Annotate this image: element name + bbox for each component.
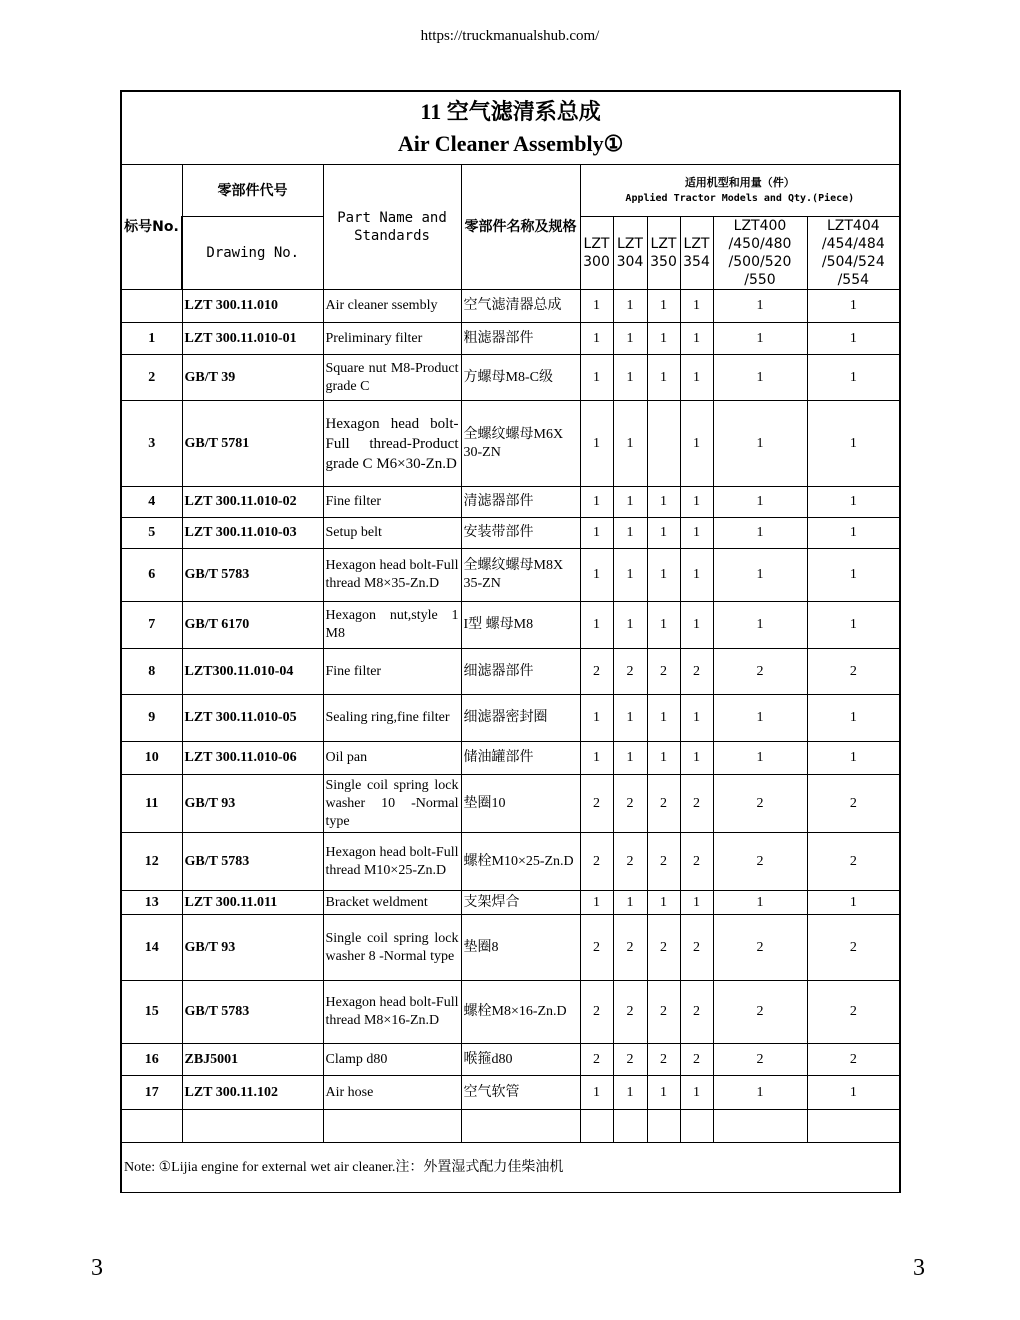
row-qty: 1 [680,891,713,915]
row-qty: 1 [680,401,713,487]
row-qty: 2 [807,915,900,981]
row-qty: 2 [580,915,613,981]
row-no: 16 [121,1044,182,1076]
row-drawing-no: GB/T 5781 [182,401,323,487]
table-row [121,549,900,602]
row-qty: 2 [807,649,900,695]
row-name-en: Air cleaner ssembly [323,290,461,323]
table-row [121,891,900,915]
row-name-en: Preliminary filter [323,323,461,355]
row-no: 13 [121,891,182,915]
row-name-cn [461,1110,580,1143]
row-qty: 2 [647,1044,680,1076]
row-qty [680,1110,713,1143]
row-qty: 1 [580,290,613,323]
row-qty: 2 [647,981,680,1044]
row-drawing-no: LZT300.11.010-04 [182,649,323,695]
row-drawing-no [182,1110,323,1143]
row-qty: 1 [647,323,680,355]
col-header-no: 标号No. [121,165,182,290]
applied-en: Applied Tractor Models and Qty.(Piece) [625,192,855,204]
row-name-en: Sealing ring,fine filter [323,695,461,742]
row-qty: 1 [613,290,647,323]
row-qty: 1 [680,742,713,775]
row-qty: 2 [713,649,807,695]
row-qty: 1 [580,401,613,487]
row-qty: 1 [680,323,713,355]
col-header-drawing-en: Drawing No. [182,217,323,290]
row-qty: 2 [807,775,900,833]
row-drawing-no: GB/T 5783 [182,833,323,891]
row-name-cn: 螺栓M10×25-Zn.D [461,833,580,891]
parts-table [120,90,901,1193]
row-qty: 1 [680,1076,713,1110]
row-qty: 2 [680,833,713,891]
row-qty: 1 [713,487,807,518]
table-row [121,1044,900,1076]
table-title [121,91,900,165]
row-name-en: Single coil spring lock washer 10 -Normal type [323,775,461,833]
row-qty: 2 [613,649,647,695]
row-no: 9 [121,695,182,742]
row-name-en: Single coil spring lock washer 8 -Normal type [323,915,461,981]
table-row [121,915,900,981]
row-qty: 1 [613,695,647,742]
row-name-cn: 清滤器部件 [461,487,580,518]
row-qty [580,1110,613,1143]
row-qty: 1 [713,695,807,742]
row-qty: 1 [713,1076,807,1110]
table-row [121,355,900,401]
row-drawing-no: LZT 300.11.102 [182,1076,323,1110]
table-row [121,401,900,487]
row-drawing-no: GB/T 5783 [182,549,323,602]
row-qty: 1 [807,602,900,649]
row-qty: 1 [580,602,613,649]
row-drawing-no: LZT 300.11.011 [182,891,323,915]
row-name-en [323,1110,461,1143]
row-name-cn: 支架焊合 [461,891,580,915]
title-cn: 11 空气滤清系总成 [420,99,601,124]
row-name-cn: 垫圈8 [461,915,580,981]
row-qty: 1 [613,1076,647,1110]
row-qty: 1 [647,891,680,915]
row-qty: 2 [580,833,613,891]
col-header-model: LZT 300 [580,217,613,290]
row-qty: 1 [647,355,680,401]
row-qty: 1 [580,891,613,915]
row-name-cn: I型 螺母M8 [461,602,580,649]
row-name-cn: 全螺纹螺母M6X 30-ZN [461,401,580,487]
row-qty: 2 [680,915,713,981]
row-name-cn: 储油罐部件 [461,742,580,775]
row-no: 15 [121,981,182,1044]
row-qty: 1 [807,290,900,323]
row-no: 4 [121,487,182,518]
row-name-cn: 喉箍d80 [461,1044,580,1076]
row-qty [613,1110,647,1143]
row-name-en: Bracket weldment [323,891,461,915]
col-header-part-cn: 零部件名称及规格 [461,165,580,290]
row-qty: 2 [680,649,713,695]
row-name-cn: 粗滤器部件 [461,323,580,355]
row-qty: 1 [580,695,613,742]
row-qty: 1 [807,518,900,549]
row-qty: 1 [680,487,713,518]
col-header-applied [580,165,900,217]
row-qty: 1 [580,742,613,775]
row-qty: 1 [580,355,613,401]
row-name-en: Fine filter [323,649,461,695]
row-qty: 1 [647,518,680,549]
row-no: 2 [121,355,182,401]
col-header-part-en: Part Name and Standards [323,165,461,290]
row-qty: 2 [680,775,713,833]
row-qty: 2 [580,649,613,695]
row-qty: 1 [613,742,647,775]
row-qty: 2 [580,981,613,1044]
table-row [121,981,900,1044]
row-name-cn: 螺栓M8×16-Zn.D [461,981,580,1044]
row-drawing-no: ZBJ5001 [182,1044,323,1076]
row-qty: 1 [647,487,680,518]
row-qty: 1 [580,518,613,549]
col-header-model: LZT 354 [680,217,713,290]
row-name-en: Fine filter [323,487,461,518]
row-qty: 1 [647,290,680,323]
row-qty: 1 [807,487,900,518]
row-qty: 1 [713,518,807,549]
row-name-cn: 空气软管 [461,1076,580,1110]
row-qty: 1 [580,549,613,602]
row-no [121,290,182,323]
row-name-en: Hexagon nut,style 1 M8 [323,602,461,649]
row-qty: 1 [807,1076,900,1110]
row-qty: 2 [807,833,900,891]
row-name-en: Hexagon head bolt-Full thread M10×25-Zn.D [323,833,461,891]
row-qty: 2 [580,1044,613,1076]
row-qty: 1 [680,290,713,323]
row-name-en: Setup belt [323,518,461,549]
row-qty: 1 [613,891,647,915]
table-row [121,695,900,742]
applied-cn: 适用机型和用量（件） [684,175,795,189]
row-qty: 1 [580,323,613,355]
col-header-drawing-cn: 零部件代号 [182,165,323,217]
title-en: Air Cleaner Assembly① [397,131,624,156]
row-qty: 1 [647,549,680,602]
table-row [121,833,900,891]
row-drawing-no: GB/T 93 [182,915,323,981]
col-header-model: LZT 304 [613,217,647,290]
row-qty: 2 [613,915,647,981]
row-name-en: Oil pan [323,742,461,775]
row-qty: 2 [680,981,713,1044]
row-drawing-no: LZT 300.11.010-02 [182,487,323,518]
row-qty: 2 [613,981,647,1044]
row-drawing-no: LZT 300.11.010-05 [182,695,323,742]
row-qty: 2 [647,915,680,981]
row-no: 10 [121,742,182,775]
row-qty: 1 [647,1076,680,1110]
row-qty: 2 [613,1044,647,1076]
row-drawing-no: LZT 300.11.010 [182,290,323,323]
row-name-en: Clamp d80 [323,1044,461,1076]
header-url: https://truckmanualshub.com/ [420,28,600,44]
row-qty: 1 [807,695,900,742]
row-qty: 1 [807,742,900,775]
row-qty: 1 [613,487,647,518]
row-qty: 1 [713,602,807,649]
page-number-right: 3 [913,1255,925,1281]
col-header-model: LZT404 /454/484 /504/524 /554 [807,217,900,290]
table-row [121,323,900,355]
row-qty: 2 [713,981,807,1044]
row-qty: 1 [647,695,680,742]
row-no: 3 [121,401,182,487]
row-qty: 1 [713,742,807,775]
row-qty: 1 [713,891,807,915]
row-qty: 1 [613,323,647,355]
row-qty: 1 [680,695,713,742]
row-qty: 2 [713,833,807,891]
table-row [121,1110,900,1143]
row-no [121,1110,182,1143]
row-name-cn: 垫圈10 [461,775,580,833]
row-no: 11 [121,775,182,833]
row-qty: 2 [580,775,613,833]
row-qty: 1 [613,602,647,649]
row-no: 8 [121,649,182,695]
row-qty [647,1110,680,1143]
row-qty: 1 [713,323,807,355]
row-name-cn: 安装带部件 [461,518,580,549]
row-name-en: Air hose [323,1076,461,1110]
row-name-cn: 空气滤清器总成 [461,290,580,323]
row-no: 6 [121,549,182,602]
row-no: 12 [121,833,182,891]
row-qty: 2 [713,915,807,981]
row-name-cn: 细滤器密封圈 [461,695,580,742]
row-qty: 2 [807,1044,900,1076]
row-qty: 1 [713,549,807,602]
row-qty: 1 [713,401,807,487]
row-qty: 1 [680,602,713,649]
table-row [121,1076,900,1110]
row-qty: 2 [680,1044,713,1076]
row-qty: 2 [713,775,807,833]
row-qty: 1 [807,549,900,602]
row-qty: 1 [613,518,647,549]
row-qty: 1 [647,602,680,649]
table-note: Note: ①Lijia engine for external wet air cleaner.注：外置湿式配力佳柴油机 [121,1143,900,1193]
row-qty: 2 [647,775,680,833]
row-qty: 2 [713,1044,807,1076]
row-qty: 2 [807,981,900,1044]
table-row [121,518,900,549]
row-name-cn: 方螺母M8-C级 [461,355,580,401]
row-no: 17 [121,1076,182,1110]
table-row [121,487,900,518]
row-name-en: Hexagon head bolt-Full thread M8×35-Zn.D [323,549,461,602]
row-qty: 1 [580,1076,613,1110]
col-header-model: LZT 350 [647,217,680,290]
row-drawing-no: GB/T 6170 [182,602,323,649]
row-drawing-no: GB/T 5783 [182,981,323,1044]
row-qty: 1 [580,487,613,518]
row-qty: 1 [807,891,900,915]
row-drawing-no: LZT 300.11.010-06 [182,742,323,775]
table-row [121,775,900,833]
row-qty: 1 [713,355,807,401]
row-qty: 1 [713,290,807,323]
row-qty: 1 [807,355,900,401]
table-row [121,290,900,323]
row-qty: 1 [613,355,647,401]
row-qty: 2 [647,833,680,891]
row-qty [713,1110,807,1143]
row-qty: 1 [647,742,680,775]
row-name-cn: 细滤器部件 [461,649,580,695]
row-name-en: Square nut M8-Product grade C [323,355,461,401]
row-qty: 1 [807,323,900,355]
row-drawing-no: LZT 300.11.010-01 [182,323,323,355]
row-qty: 1 [680,549,713,602]
table-row [121,742,900,775]
row-qty: 1 [680,518,713,549]
row-qty: 1 [613,401,647,487]
row-drawing-no: GB/T 93 [182,775,323,833]
row-drawing-no: GB/T 39 [182,355,323,401]
row-qty [647,401,680,487]
table-row [121,602,900,649]
row-qty: 2 [613,833,647,891]
row-qty [807,1110,900,1143]
row-qty: 2 [647,649,680,695]
row-qty: 1 [613,549,647,602]
row-no: 14 [121,915,182,981]
row-qty: 2 [613,775,647,833]
page-number-left: 3 [91,1255,103,1281]
row-qty: 1 [680,355,713,401]
row-no: 5 [121,518,182,549]
row-name-en: Hexagon head bolt-Full thread-Product grade C M6×30-Zn.D [323,401,461,487]
row-name-en: Hexagon head bolt-Full thread M8×16-Zn.D [323,981,461,1044]
row-name-cn: 全螺纹螺母M8X 35-ZN [461,549,580,602]
row-no: 7 [121,602,182,649]
col-header-model: LZT400 /450/480 /500/520 /550 [713,217,807,290]
row-qty: 1 [807,401,900,487]
row-no: 1 [121,323,182,355]
table-row [121,649,900,695]
row-drawing-no: LZT 300.11.010-03 [182,518,323,549]
